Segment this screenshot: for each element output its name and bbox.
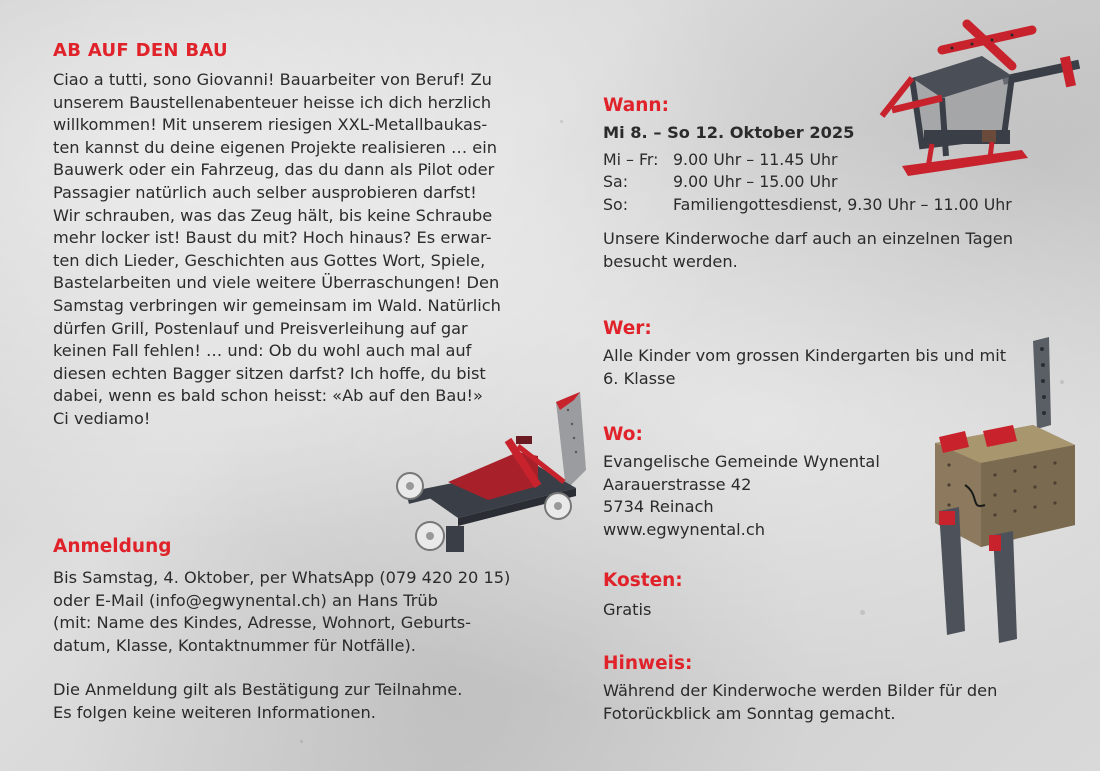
intro-line: Ciao a tutti, sono Giovanni! Bauarbeiter von Beruf! Zu bbox=[53, 70, 492, 89]
intro-line: dürfen Grill, Postenlauf und Preisverleihung auf gar bbox=[53, 318, 468, 338]
race-car-model-image bbox=[388, 390, 594, 555]
anmeldung-note-line: Es folgen keine weiteren Informationen. bbox=[53, 702, 376, 722]
wo-line: www.egwynental.ch bbox=[603, 519, 765, 539]
anmeldung-line: (mit: Name des Kindes, Adresse, Wohnort, Geburts- bbox=[53, 613, 472, 633]
intro-line: dabei, wenn es bald schon heisst: «Ab auf den Bau!» bbox=[53, 386, 483, 406]
schedule-day: Mi – Fr: bbox=[603, 149, 659, 169]
schedule-time: 9.00 Uhr – 15.00 Uhr bbox=[673, 172, 838, 192]
intro-line: Bauwerk oder ein Fahrzeug, das du dann als Pilot oder bbox=[53, 160, 495, 180]
anmeldung-line: oder E-Mail (info@egwynental.ch) an Hans Trüb bbox=[53, 590, 438, 610]
anmeldung-line: datum, Klasse, Kontaktnummer für Notfälle). bbox=[53, 635, 416, 655]
background-speck bbox=[560, 120, 563, 123]
hinweis-section bbox=[603, 653, 1043, 725]
schedule-time: Familiengottesdienst, 9.30 Uhr – 11.00 Uhr bbox=[673, 194, 1012, 214]
kosten-text: Gratis bbox=[603, 600, 652, 619]
intro-line: unserem Baustellenabenteuer heisse ich dich herzlich bbox=[53, 92, 492, 112]
anmeldung-note-line: Die Anmeldung gilt als Bestätigung zur Teilnahme. bbox=[53, 680, 463, 700]
robot-model-image bbox=[925, 335, 1085, 645]
car-wheel bbox=[545, 493, 571, 519]
intro-line: willkommen! Mit unserem riesigen XXL-Metallbaukas- bbox=[53, 115, 488, 135]
wo-section bbox=[603, 424, 923, 541]
anmeldung-title: Anmeldung bbox=[53, 536, 172, 557]
car-wheel bbox=[416, 522, 444, 550]
intro-line: mehr locker ist! Baust du mit? Hoch hinaus? Es erwar- bbox=[53, 228, 492, 248]
intro-line: Samstag verbringen wir gemeinsam im Wald. Natürlich bbox=[53, 295, 501, 315]
kosten-title: Kosten: bbox=[603, 570, 683, 591]
schedule-time: 9.00 Uhr – 11.45 Uhr bbox=[673, 149, 838, 169]
background-speck bbox=[300, 740, 303, 743]
intro-text bbox=[53, 69, 533, 431]
intro-line: Bastelarbeiten und viele weitere Überraschungen! Den bbox=[53, 273, 500, 293]
schedule-row bbox=[603, 194, 1012, 217]
intro-title: AB AUF DEN BAU bbox=[53, 40, 228, 61]
anmeldung-section bbox=[53, 536, 533, 725]
intro-line: diesen echten Bagger sitzen darfst? Ich hoffe, du bist bbox=[53, 363, 486, 383]
anmeldung-line: Bis Samstag, 4. Oktober, per WhatsApp (079 420 20 15) bbox=[53, 568, 511, 587]
kosten-section bbox=[603, 570, 923, 622]
wann-note-line: besucht werden. bbox=[603, 251, 738, 271]
schedule-day: So: bbox=[603, 194, 629, 214]
hinweis-line: Fotorückblick am Sonntag gemacht. bbox=[603, 703, 896, 723]
wer-title: Wer: bbox=[603, 318, 652, 339]
left-column bbox=[53, 40, 533, 431]
hinweis-line: Während der Kinderwoche werden Bilder für den bbox=[603, 681, 998, 700]
hinweis-title: Hinweis: bbox=[603, 653, 693, 674]
wer-line: 6. Klasse bbox=[603, 368, 676, 388]
wann-dates: Mi 8. – So 12. Oktober 2025 bbox=[603, 123, 855, 142]
intro-line: ten kannst du deine eigenen Projekte realisieren … ein bbox=[53, 137, 497, 157]
schedule-day: Sa: bbox=[603, 172, 629, 192]
intro-line: Wir schrauben, was das Zeug hält, bis keine Schraube bbox=[53, 205, 493, 225]
wo-line: Aarauerstrasse 42 bbox=[603, 474, 752, 494]
intro-line: Ci vediamo! bbox=[53, 408, 151, 428]
wann-title: Wann: bbox=[603, 95, 669, 116]
wo-line: Evangelische Gemeinde Wynental bbox=[603, 452, 880, 471]
helicopter-model-image bbox=[872, 18, 1090, 186]
car-wheel bbox=[397, 473, 423, 499]
wann-note-line: Unsere Kinderwoche darf auch an einzelnen Tagen bbox=[603, 229, 1013, 249]
intro-line: ten dich Lieder, Geschichten aus Gottes Wort, Spiele, bbox=[53, 250, 486, 270]
intro-line: Passagier natürlich auch selber ausprobieren darfst! bbox=[53, 182, 477, 202]
wo-line: 5734 Reinach bbox=[603, 497, 714, 517]
wer-line: Alle Kinder vom grossen Kindergarten bis und mit bbox=[603, 346, 1007, 365]
wo-title: Wo: bbox=[603, 424, 643, 445]
intro-line: keinen Fall fehlen! … und: Ob du wohl auch mal auf bbox=[53, 341, 472, 361]
